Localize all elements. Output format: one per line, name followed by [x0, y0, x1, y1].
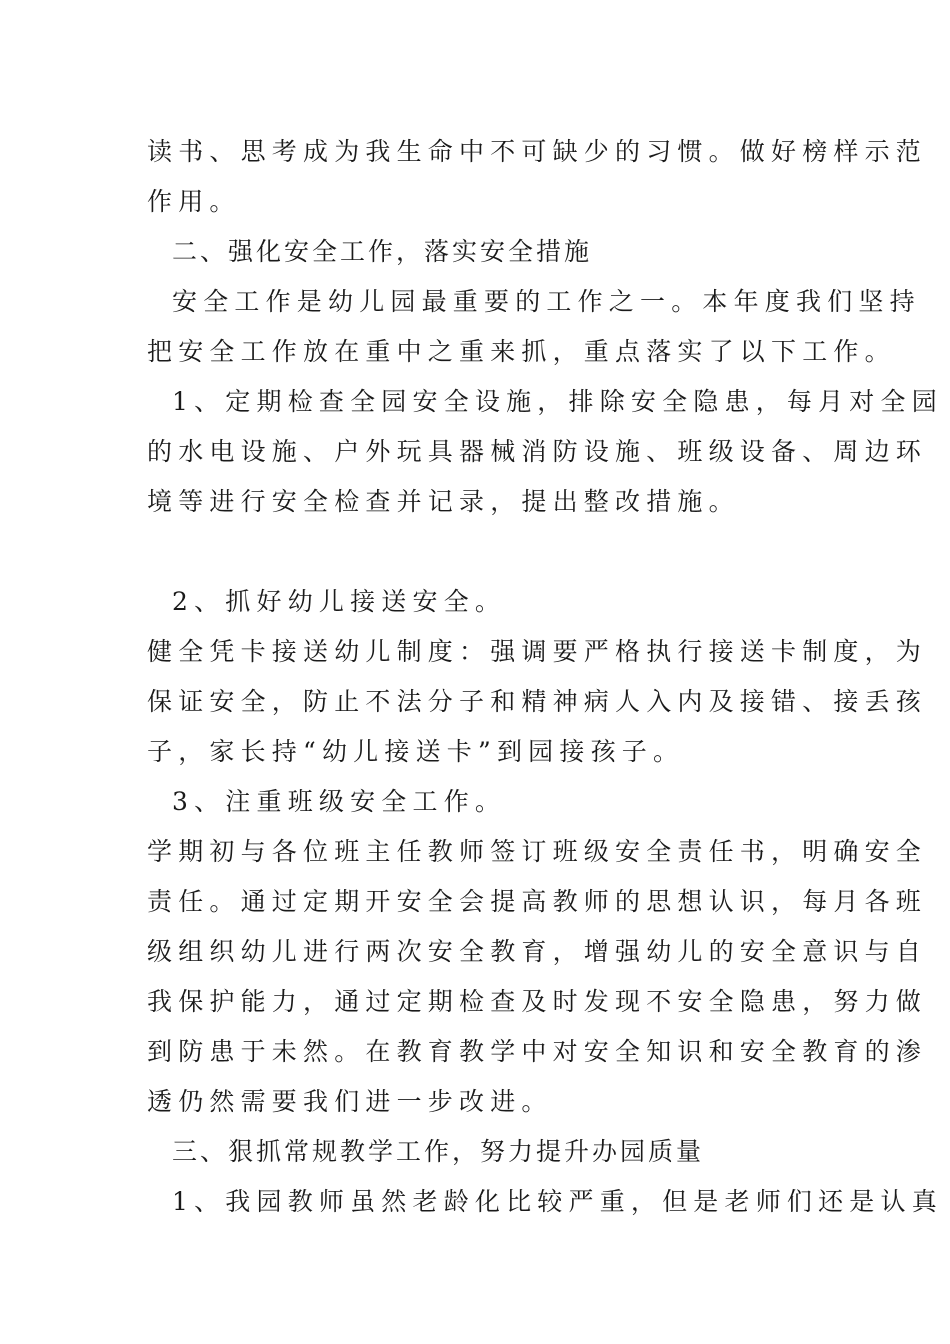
paragraph-line: 健全凭卡接送幼儿制度：强调要严格执行接送卡制度，为 [147, 637, 928, 666]
section-heading: 三、狠抓常规教学工作，努力提升办园质量 [172, 1137, 705, 1166]
paragraph-line: 把安全工作放在重中之重来抓，重点落实了以下工作。 [147, 337, 896, 366]
paragraph-line: 的水电设施、户外玩具器械消防设施、班级设备、周边环 [147, 437, 928, 466]
paragraph-line: 子，家长持“幼儿接送卡”到园接孩子。 [147, 737, 685, 766]
list-item: 1、定期检查全园安全设施，排除安全隐患，每月对全园 [172, 387, 943, 416]
list-item: 1、我园教师虽然老龄化比较严重，但是老师们还是认真 [172, 1187, 943, 1216]
paragraph-line: 到防患于未然。在教育教学中对安全知识和安全教育的渗 [147, 1037, 928, 1066]
list-item: 3、注重班级安全工作。 [172, 787, 507, 816]
paragraph-line: 保证安全，防止不法分子和精神病人入内及接错、接丢孩 [147, 687, 928, 716]
paragraph-line: 作用。 [147, 187, 241, 216]
list-item: 2、抓好幼儿接送安全。 [172, 587, 507, 616]
paragraph-line: 学期初与各位班主任教师签订班级安全责任书，明确安全 [147, 837, 928, 866]
paragraph-line: 责任。通过定期开安全会提高教师的思想认识，每月各班 [147, 887, 928, 916]
section-heading: 二、强化安全工作，落实安全措施 [172, 237, 593, 266]
paragraph-line: 级组织幼儿进行两次安全教育，增强幼儿的安全意识与自 [147, 937, 928, 966]
paragraph-line: 境等进行安全检查并记录，提出整改措施。 [147, 487, 740, 516]
paragraph-line: 透仍然需要我们进一步改进。 [147, 1087, 553, 1116]
paragraph-line: 安全工作是幼儿园最重要的工作之一。本年度我们坚持 [172, 287, 921, 316]
paragraph-line: 我保护能力，通过定期检查及时发现不安全隐患，努力做 [147, 987, 928, 1016]
paragraph-line: 读书、思考成为我生命中不可缺少的习惯。做好榜样示范 [147, 137, 928, 166]
